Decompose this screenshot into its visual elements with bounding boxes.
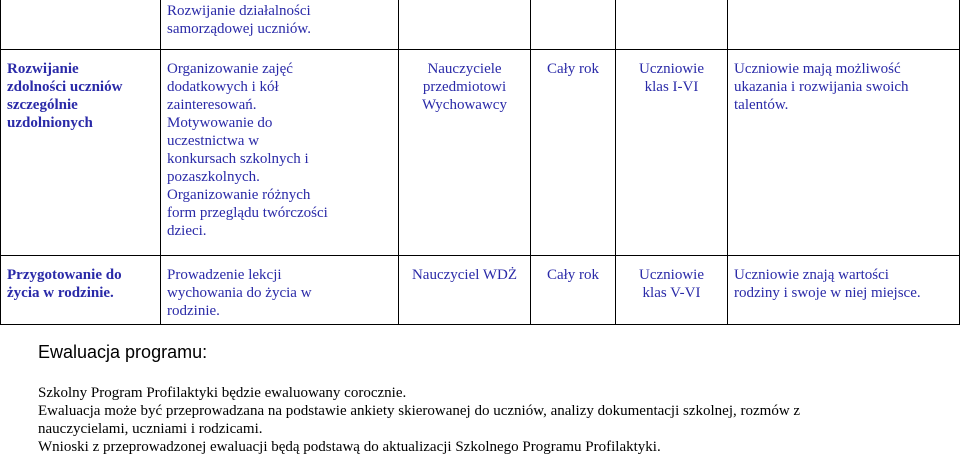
area-line: życia w rodzinie. (7, 284, 114, 301)
recipients-line: Uczniowie (639, 266, 704, 283)
task-line: Organizowanie różnych (167, 186, 311, 203)
term-cell (531, 0, 616, 49)
task-line: pozaszkolnych. (167, 168, 260, 185)
outcome-line: rodziny i swoje w niej miejsce. (734, 284, 921, 301)
area-cell (1, 255, 161, 324)
evaluation-heading: Ewaluacja programu: (38, 342, 208, 362)
responsible-line: przedmiotowi (422, 78, 507, 95)
term-text: Cały rok (546, 60, 600, 77)
task-line: Organizowanie zajęć (167, 60, 293, 77)
recipients-line: klas V-VI (642, 284, 701, 301)
area-line: uzdolnionych (7, 114, 93, 131)
responsible-line: Wychowawcy (422, 96, 507, 113)
outcome-cell (728, 255, 960, 324)
task-line: samorządowej uczniów. (167, 21, 311, 37)
tasks-cell (161, 255, 399, 324)
area-line: Rozwijanie (7, 60, 79, 77)
task-line: dzieci. (167, 222, 207, 239)
outcome-cell (728, 0, 960, 49)
task-line: Rozwijanie działalności (167, 3, 311, 19)
responsible-cell (399, 0, 531, 49)
evaluation-line: Szkolny Program Profilaktyki będzie ewaluowany corocznie. (38, 385, 407, 401)
responsible-cell (399, 255, 531, 324)
evaluation-text (38, 384, 938, 456)
task-line: Motywowanie do (167, 114, 273, 131)
task-line: zainteresowań. (167, 96, 257, 113)
task-line: form przeglądu twórczości (167, 204, 328, 221)
task-line: dodatkowych i kół (167, 78, 279, 95)
table-row (1, 0, 960, 49)
area-line: Przygotowanie do (7, 266, 122, 283)
outcome-line: ukazania i rozwijania swoich (734, 78, 909, 95)
recipients-cell (616, 49, 728, 255)
responsible-line: Nauczyciele (427, 60, 502, 77)
recipients-cell (616, 255, 728, 324)
recipients-line: klas I-VI (644, 78, 699, 95)
area-line: zdolności uczniów (7, 78, 123, 95)
responsible-cell (399, 49, 531, 255)
area-cell (1, 0, 161, 49)
responsible-line: Nauczyciel WDŻ (411, 266, 518, 283)
evaluation-line: Ewaluacja może być przeprowadzana na podstawie ankiety skierowanej do uczniów, analizy dokumentacji szkolnej, rozmów z (38, 403, 801, 419)
term-cell (531, 49, 616, 255)
task-line: rodzinie. (167, 302, 220, 319)
task-line: wychowania do życia w (167, 284, 312, 301)
tasks-cell (161, 0, 399, 49)
outcome-cell (728, 49, 960, 255)
outcome-line: Uczniowie mają możliwość (734, 60, 901, 77)
outcome-line: talentów. (734, 96, 789, 113)
evaluation-line: Wnioski z przeprowadzonej ewaluacji będą podstawą do aktualizacji Szkolnego Programu Profilaktyki. (38, 439, 661, 455)
task-line: uczestnictwa w (167, 132, 260, 149)
task-line: konkursach szkolnych i (167, 150, 309, 167)
term-cell (531, 255, 616, 324)
task-line: Prowadzenie lekcji (167, 266, 282, 283)
term-text: Cały rok (546, 266, 600, 283)
evaluation-line: nauczycielami, uczniami i rodzicami. (38, 421, 263, 437)
area-cell (1, 49, 161, 255)
tasks-cell (161, 49, 399, 255)
recipients-line: Uczniowie (639, 60, 704, 77)
area-line: szczególnie (7, 96, 78, 113)
outcome-line: Uczniowie znają wartości (734, 266, 889, 283)
table-row (1, 49, 960, 255)
recipients-cell (616, 0, 728, 49)
table-row (1, 255, 960, 324)
